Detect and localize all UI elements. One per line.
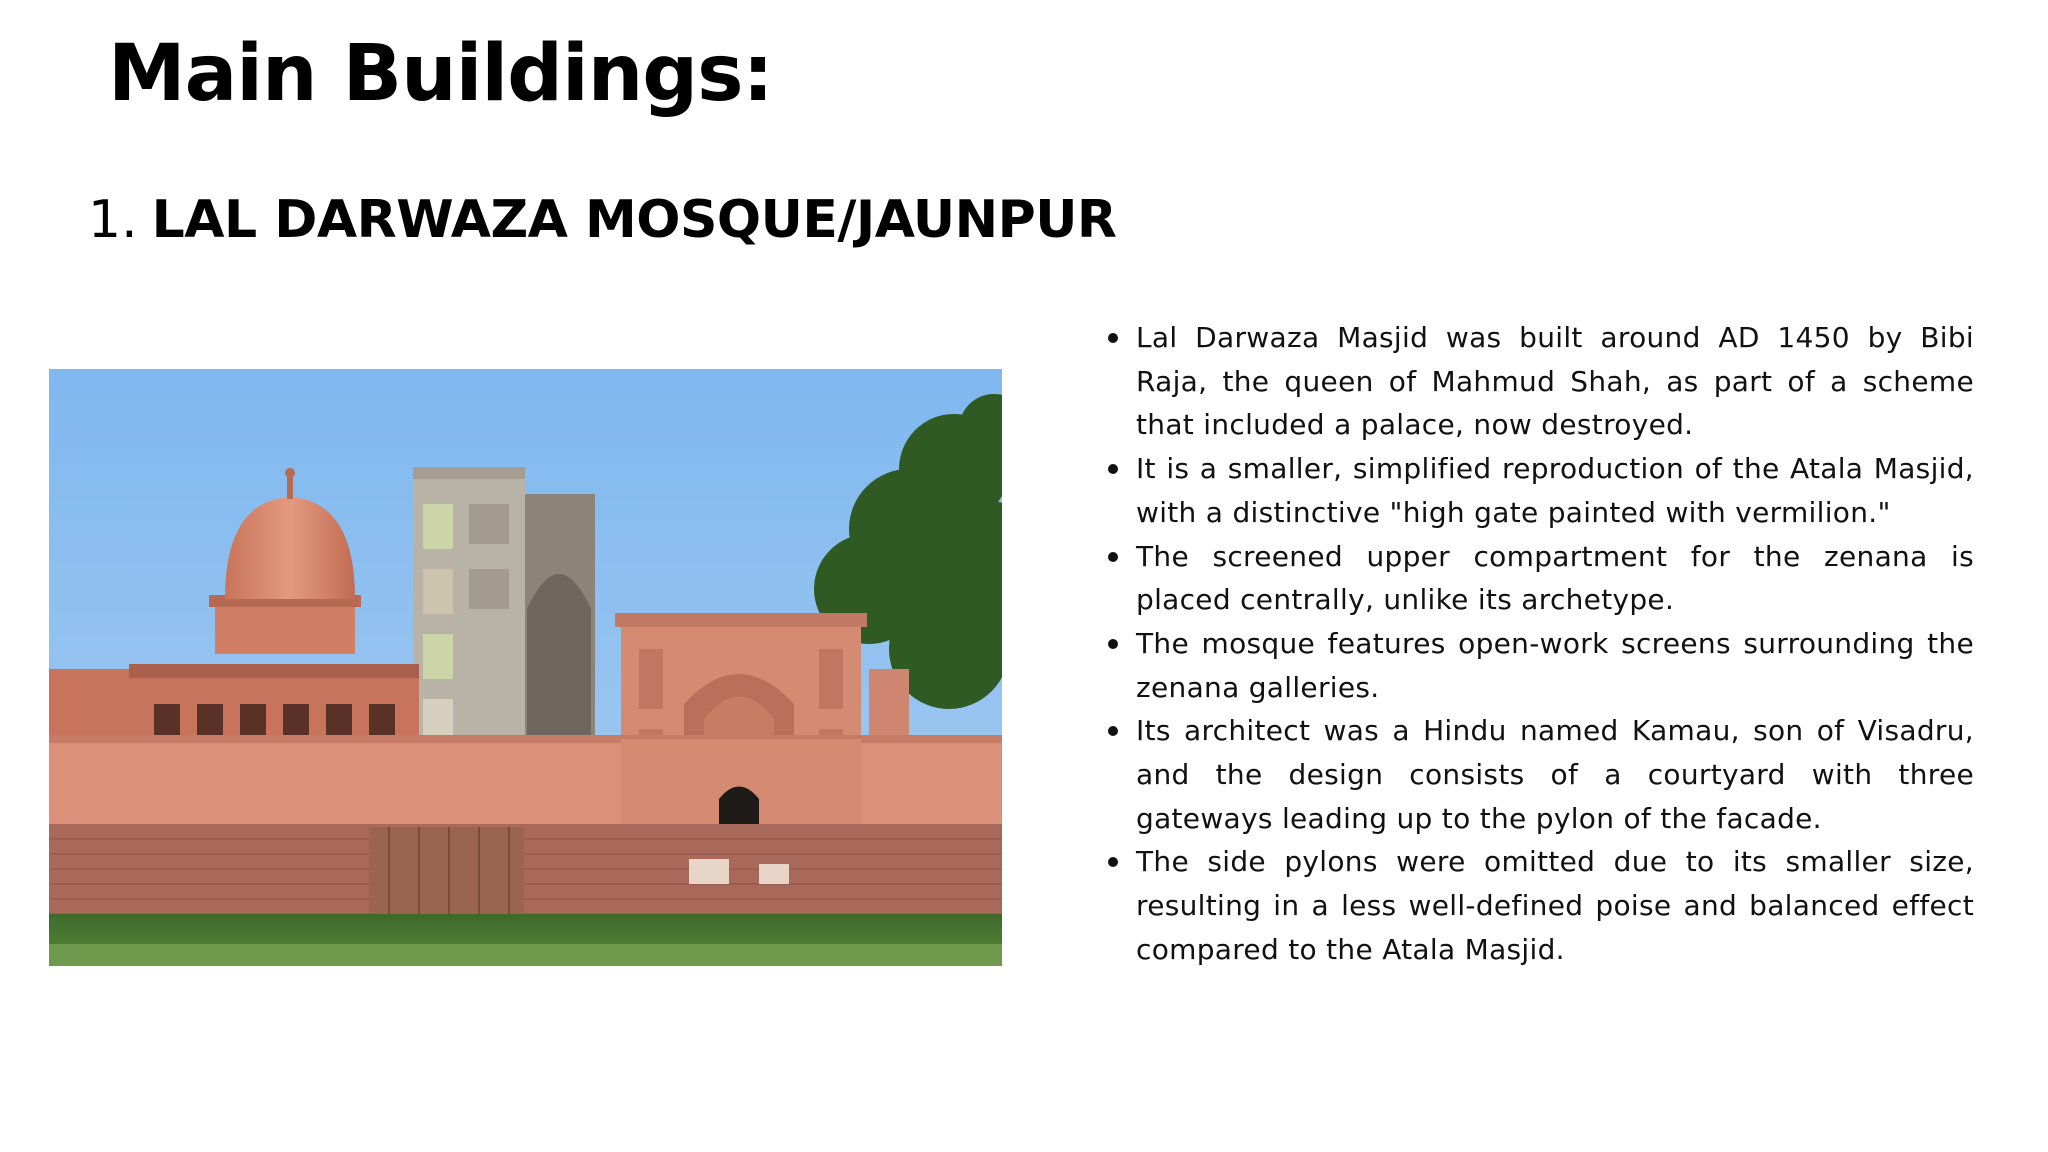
bullet-icon <box>1108 552 1118 562</box>
section-number: 1. <box>88 190 138 250</box>
bullet-list <box>1136 316 1974 972</box>
bullet-text: Lal Darwaza Masjid was built around AD 1450 by Bibi Raja, the queen of Mahmud Shah, as part of a scheme that included a palace, now destroyed. <box>1136 321 1974 442</box>
bullet-icon <box>1108 857 1118 867</box>
slide-title: Main Buildings: <box>108 29 773 119</box>
list-item <box>1136 316 1974 447</box>
bullet-text: Its architect was a Hindu named Kamau, son of Visadru, and the design consists of a courtyard with three gateways leading up to the pylon of the facade. <box>1136 714 1974 835</box>
list-item <box>1136 840 1974 971</box>
bullet-text: The side pylons were omitted due to its smaller size, resulting in a less well-defined poise and balanced effect compared to the Atala Masjid. <box>1136 845 1974 966</box>
bullet-icon <box>1108 333 1118 343</box>
bullet-text: It is a smaller, simplified reproduction of the Atala Masjid, with a distinctive "high gate painted with vermilion." <box>1136 452 1974 529</box>
section-heading <box>88 184 1116 256</box>
bullet-text: The mosque features open-work screens surrounding the zenana galleries. <box>1136 626 1974 704</box>
bullet-icon <box>1108 464 1118 474</box>
list-item <box>1136 535 1974 622</box>
bullet-icon <box>1108 726 1118 736</box>
list-item <box>1136 709 1974 840</box>
dome-drum <box>215 604 355 654</box>
section-name: LAL DARWAZA MOSQUE/JAUNPUR <box>151 190 1117 250</box>
pylon <box>413 467 595 779</box>
list-item <box>1136 447 1974 534</box>
list-item <box>1136 622 1974 709</box>
bullet-text: The screened upper compartment for the zenana is placed centrally, unlike its archetype. <box>1136 539 1974 617</box>
bullet-icon <box>1108 639 1118 649</box>
mosque-photo <box>49 369 1002 966</box>
